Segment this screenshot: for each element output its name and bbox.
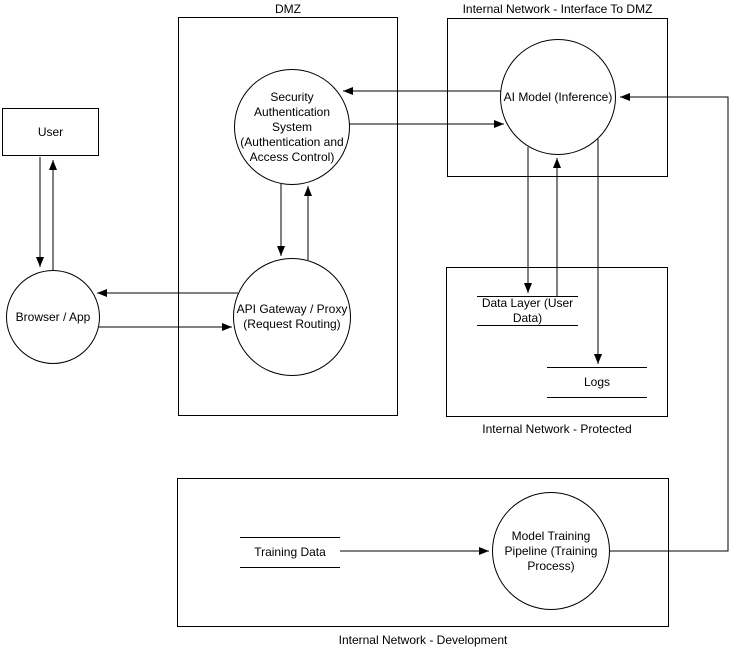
process-model-training-pipeline	[492, 492, 610, 610]
entity-user	[2, 108, 99, 156]
training-pipeline-label-line-2: Pipeline (Training	[504, 543, 598, 558]
training-pipeline-label-line-3: Process)	[527, 558, 575, 573]
zone-label-internal-development: Internal Network - Development	[338, 633, 508, 647]
zone-label-internal-protected: Internal Network - Protected	[482, 422, 632, 436]
data-layer-label-line-1: Data Layer (User	[481, 296, 574, 310]
zone-label-dmz: DMZ	[275, 2, 301, 16]
api-gateway-label-line-2: (Request Routing)	[243, 317, 341, 331]
zone-label-internal-interface: Internal Network - Interface To DMZ	[462, 2, 653, 16]
security-label-line-2: Authentication	[253, 104, 331, 119]
data-layer-label-line-2: Data)	[512, 311, 543, 325]
security-label-line-5: Access Control)	[249, 149, 335, 164]
process-browser-app-label: Browser / App	[15, 309, 91, 324]
entity-user-label: User	[37, 124, 64, 139]
process-browser-app	[6, 270, 100, 364]
security-label-line-4: (Authentication and	[240, 134, 344, 149]
logs-label: Logs	[583, 375, 611, 389]
ai-model-label: AI Model (Inference)	[503, 89, 613, 104]
edge-pipeline-to-ai-model	[610, 97, 728, 551]
training-pipeline-label-line-1: Model Training	[511, 528, 591, 543]
process-api-gateway-proxy	[233, 258, 351, 376]
training-data-label: Training Data	[254, 545, 326, 559]
process-ai-model-inference	[500, 39, 616, 155]
datastore-training-data	[240, 537, 340, 568]
process-security-authentication-system	[234, 69, 350, 185]
security-label-line-1: Security	[270, 89, 314, 104]
datastore-logs	[547, 367, 647, 398]
api-gateway-label-line-1: API Gateway / Proxy	[236, 302, 348, 316]
security-label-line-3: System	[271, 119, 312, 134]
datastore-data-layer	[477, 296, 578, 326]
